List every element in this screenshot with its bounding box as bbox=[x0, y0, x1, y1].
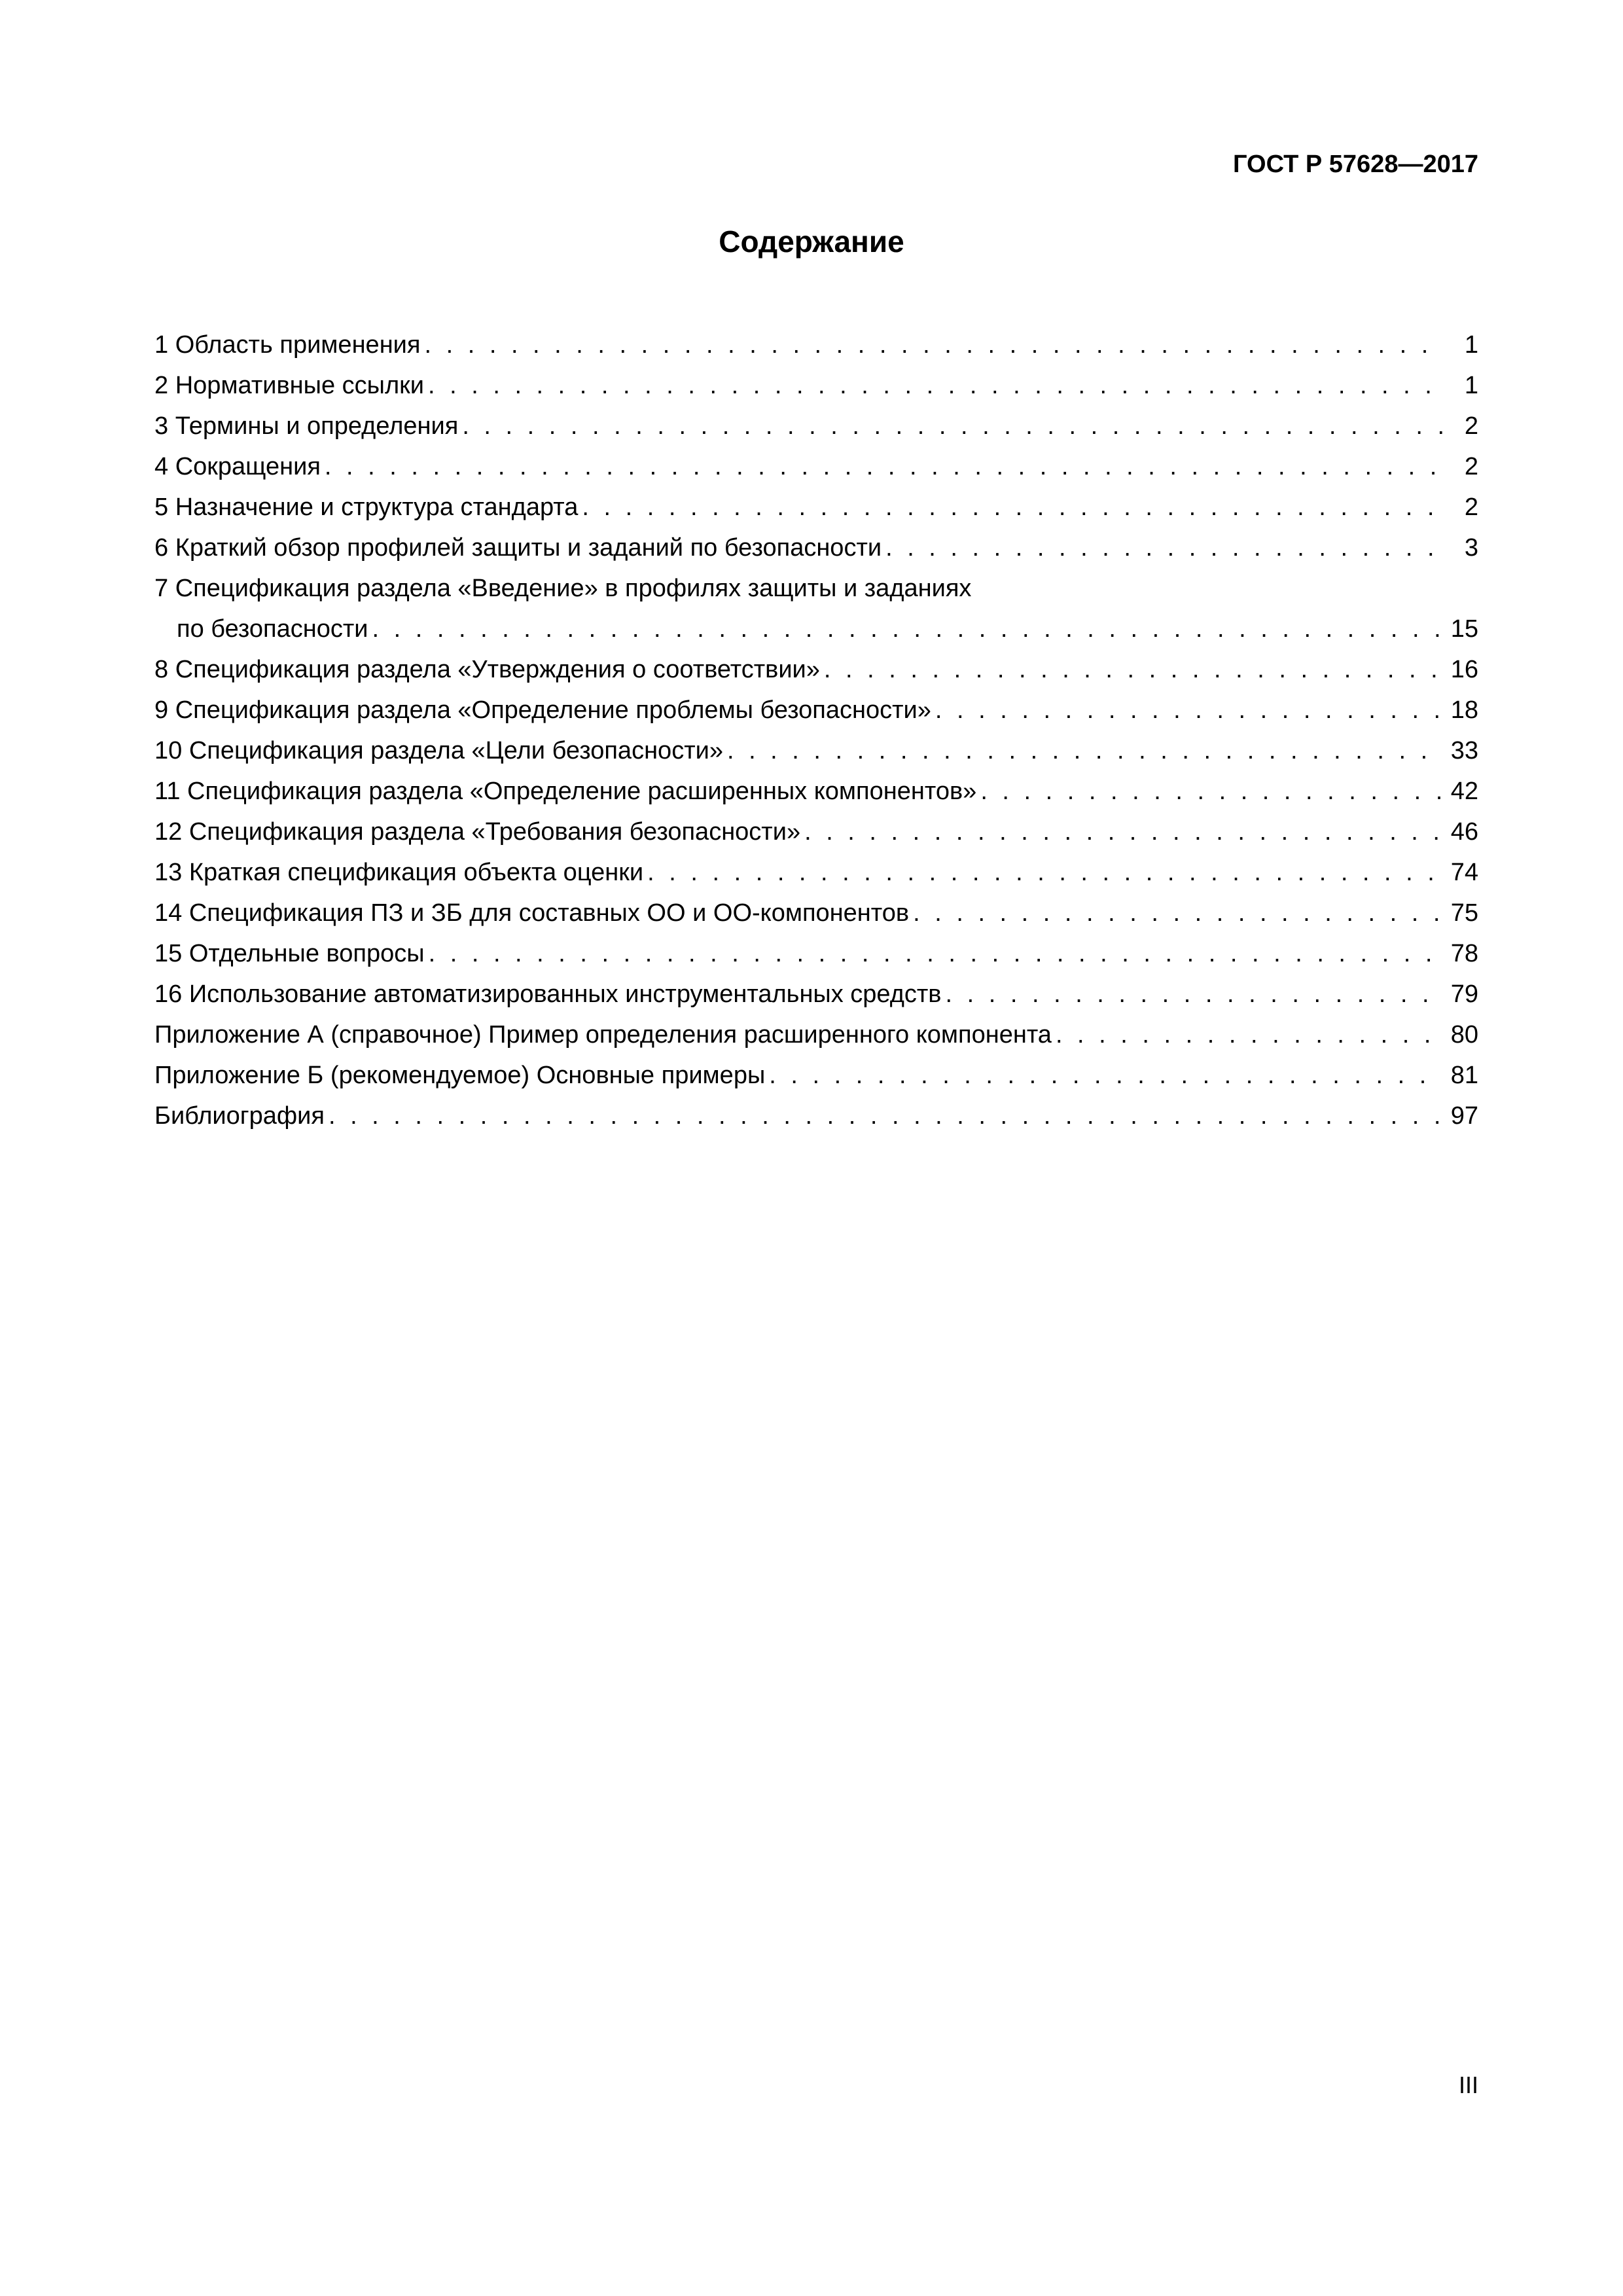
toc-entry-page: 1 bbox=[1464, 372, 1478, 399]
toc-entry[interactable] bbox=[154, 933, 1478, 974]
toc-entry-page: 75 bbox=[1450, 899, 1478, 927]
toc-entry-title: Библиография bbox=[154, 1102, 325, 1130]
toc-entry-title: 3 Термины и определения bbox=[154, 412, 459, 440]
toc-entry[interactable] bbox=[154, 1055, 1478, 1096]
toc-entry-title: 8 Спецификация раздела «Утверждения о соответствии» bbox=[154, 656, 820, 683]
toc-entry-page: 79 bbox=[1450, 980, 1478, 1008]
toc-entry-page: 46 bbox=[1450, 818, 1478, 846]
dot-leader bbox=[428, 365, 1443, 406]
toc-entry-title: 10 Спецификация раздела «Цели безопасности» bbox=[154, 737, 723, 764]
toc-entry[interactable] bbox=[154, 1014, 1478, 1055]
toc-entry-page: 42 bbox=[1450, 778, 1478, 805]
page-number: III bbox=[1458, 2072, 1478, 2098]
toc-entry[interactable] bbox=[154, 852, 1478, 893]
toc-entry[interactable] bbox=[154, 893, 1478, 933]
dot-leader bbox=[824, 649, 1443, 690]
toc-entry-title: 16 Использование автоматизированных инструментальных средств bbox=[154, 980, 942, 1008]
toc-entry[interactable] bbox=[154, 528, 1478, 568]
toc-entry-page: 18 bbox=[1450, 696, 1478, 724]
dot-leader bbox=[913, 893, 1443, 933]
toc-entry[interactable] bbox=[154, 812, 1478, 852]
toc-entry-title: 9 Спецификация раздела «Определение проблемы безопасности» bbox=[154, 696, 931, 724]
dot-leader bbox=[935, 690, 1443, 730]
toc-entry-page: 2 bbox=[1464, 493, 1478, 521]
toc-entry-title: 7 Спецификация раздела «Введение» в профилях защиты и заданиях bbox=[154, 575, 972, 602]
toc-entry-title: 15 Отдельные вопросы bbox=[154, 940, 425, 967]
toc-entry-page: 97 bbox=[1450, 1102, 1478, 1130]
document-code: ГОСТ Р 57628—2017 bbox=[1233, 151, 1478, 178]
dot-leader bbox=[769, 1055, 1443, 1096]
dot-leader bbox=[980, 771, 1443, 812]
toc-entry[interactable] bbox=[154, 771, 1478, 812]
toc-entry[interactable] bbox=[154, 730, 1478, 771]
toc-entry[interactable] bbox=[154, 446, 1478, 487]
dot-leader bbox=[804, 812, 1443, 852]
dot-leader bbox=[424, 325, 1443, 365]
toc-entry-title: 11 Спецификация раздела «Определение расширенных компонентов» bbox=[154, 778, 977, 805]
dot-leader bbox=[582, 487, 1443, 528]
dot-leader bbox=[429, 933, 1443, 974]
dot-leader bbox=[946, 974, 1444, 1014]
toc-entry-title: Приложение Б (рекомендуемое) Основные примеры bbox=[154, 1062, 766, 1089]
toc-entry[interactable] bbox=[154, 487, 1478, 528]
toc-entry-title: 2 Нормативные ссылки bbox=[154, 372, 424, 399]
toc-entry-page: 16 bbox=[1450, 656, 1478, 683]
toc-entry-title: 5 Назначение и структура стандарта bbox=[154, 493, 579, 521]
toc-entry[interactable] bbox=[154, 649, 1478, 690]
toc-entry-page: 80 bbox=[1450, 1021, 1478, 1049]
toc-entry[interactable] bbox=[154, 325, 1478, 365]
dot-leader bbox=[329, 1096, 1443, 1136]
dot-leader bbox=[727, 730, 1443, 771]
toc-entry[interactable] bbox=[154, 568, 1478, 649]
dot-leader bbox=[647, 852, 1443, 893]
toc-entry[interactable] bbox=[154, 1096, 1478, 1136]
toc-entry-title: 6 Краткий обзор профилей защиты и заданий по безопасности bbox=[154, 534, 882, 562]
toc-entry-title: 14 Спецификация ПЗ и ЗБ для составных ОО и ОО-компонентов bbox=[154, 899, 910, 927]
toc-entry-title-continuation: по безопасности bbox=[177, 615, 368, 643]
toc-entry-title: Приложение А (справочное) Пример определения расширенного компонента bbox=[154, 1021, 1052, 1049]
dot-leader bbox=[325, 446, 1443, 487]
toc-entry-page: 74 bbox=[1450, 859, 1478, 886]
toc-entry-title: 12 Спецификация раздела «Требования безопасности» bbox=[154, 818, 801, 846]
toc-title: Содержание bbox=[719, 224, 904, 259]
toc-entry[interactable] bbox=[154, 974, 1478, 1014]
toc-entry-title: 13 Краткая спецификация объекта оценки bbox=[154, 859, 644, 886]
toc-entry[interactable] bbox=[154, 690, 1478, 730]
toc-entry-page: 1 bbox=[1464, 331, 1478, 359]
toc-entry-page: 33 bbox=[1450, 737, 1478, 764]
toc-entry-page: 2 bbox=[1464, 453, 1478, 480]
toc-entry-page: 3 bbox=[1464, 534, 1478, 562]
dot-leader bbox=[885, 528, 1443, 568]
dot-leader bbox=[462, 406, 1443, 446]
toc-entry-title: 1 Область применения bbox=[154, 331, 421, 359]
toc-entry[interactable] bbox=[154, 365, 1478, 406]
dot-leader bbox=[372, 609, 1444, 649]
toc-entry-page: 15 bbox=[1450, 615, 1478, 643]
toc-entry-title: 4 Сокращения bbox=[154, 453, 321, 480]
toc-entry-page: 78 bbox=[1450, 940, 1478, 967]
toc-entry-page: 2 bbox=[1464, 412, 1478, 440]
toc-entry[interactable] bbox=[154, 406, 1478, 446]
dot-leader bbox=[1056, 1014, 1443, 1055]
table-of-contents bbox=[154, 325, 1478, 1136]
toc-entry-page: 81 bbox=[1450, 1062, 1478, 1089]
